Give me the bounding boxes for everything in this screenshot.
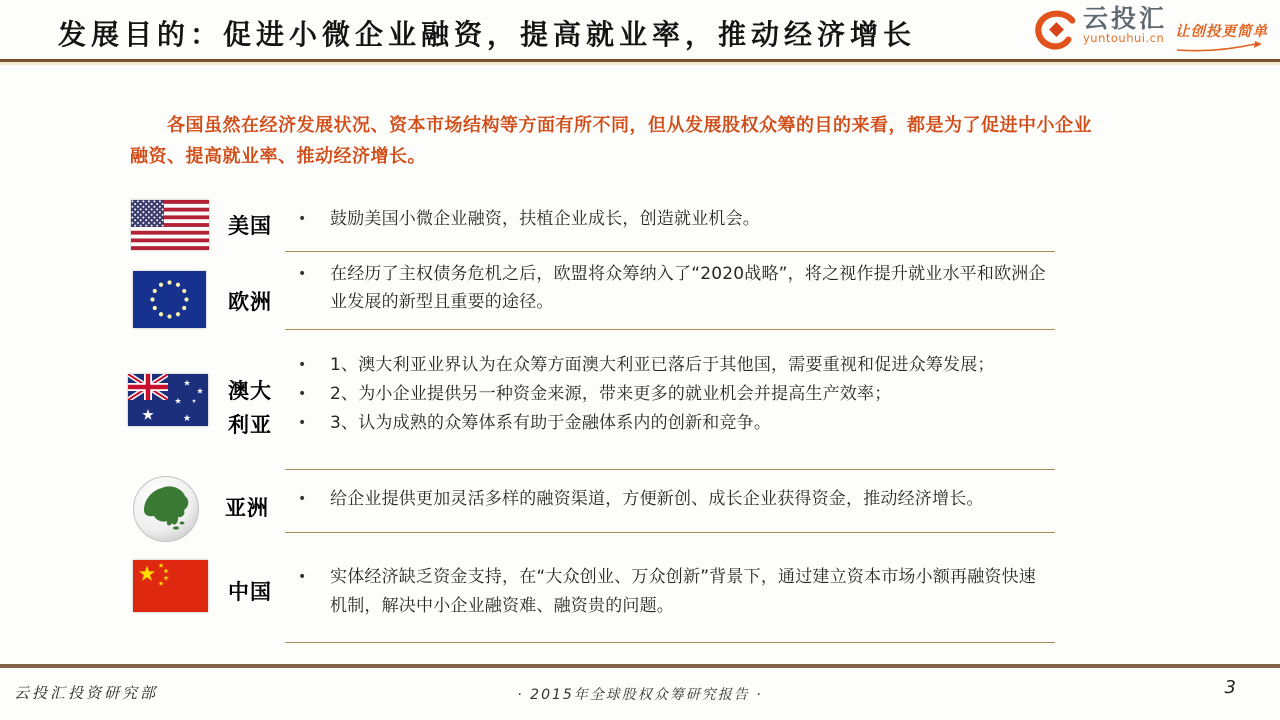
footer-divider: [0, 664, 1280, 668]
bullet-point: • 2、为小企业提供另一种资金来源，带来更多的就业机会并提高生产效率；: [295, 382, 1053, 406]
row-usa-points: [295, 206, 1053, 232]
footer-department: 云投汇投资研究部: [14, 684, 159, 702]
row-australia-points: [295, 353, 1053, 435]
bullet-point: • 1、澳大利亚业界认为在众筹方面澳大利亚已落后于其他国，需要重视和促进众筹发展；: [295, 353, 1053, 377]
tagline-arrow-icon: [1175, 41, 1263, 53]
asia-globe-icon: [132, 474, 200, 544]
bullet-point: • 实体经济缺乏资金支持，在“大众创业、万众创新”背景下，通过建立资本市场小额再融资快速机制，解决中小企业融资难、融资贵的问题。: [295, 563, 1053, 621]
row-asia-points: [295, 486, 1053, 512]
us-flag-icon: [131, 200, 209, 250]
bullet-point: • 在经历了主权债务危机之后，欧盟将众筹纳入了“2020战略”，将之视作提升就业水平和欧洲企业发展的新型且重要的途径。: [295, 261, 1053, 316]
row-separator: [285, 469, 1055, 470]
country-label-usa: 美国: [228, 214, 272, 238]
china-flag-icon: [133, 560, 208, 612]
page-title: 发展目的：促进小微企业融资，提高就业率，推动经济增长: [58, 18, 917, 51]
footer-report-title: · 2015年全球股权众筹研究报告 ·: [517, 687, 763, 703]
row-europe-points: [295, 261, 1053, 316]
bullet-point: • 鼓励美国小微企业融资，扶植企业成长，创造就业机会。: [295, 206, 1053, 232]
bullet-point: • 3、认为成熟的众筹体系有助于金融体系内的创新和竞争。: [295, 411, 1053, 435]
intro-paragraph: 各国虽然在经济发展状况、资本市场结构等方面有所不同，但从发展股权众筹的目的来看，都是为了促进中小企业融资、提高就业率、推动经济增长。: [130, 115, 1092, 167]
country-label-australia: 澳大利亚: [228, 379, 272, 437]
country-label-europe: 欧洲: [228, 290, 272, 314]
country-label-china: 中国: [228, 580, 272, 604]
row-separator: [285, 642, 1055, 643]
logo-swirl-icon: [1033, 10, 1079, 52]
brand-domain: yuntouhui.cn: [1082, 31, 1165, 45]
row-separator: [285, 251, 1055, 252]
row-separator: [285, 329, 1055, 330]
row-china-points: [295, 563, 1053, 621]
australia-flag-icon: [128, 374, 208, 426]
brand-tagline: 让创投更简单: [1175, 24, 1268, 40]
row-separator: [285, 532, 1055, 533]
eu-flag-icon: [133, 271, 206, 328]
page-number: 3: [1224, 677, 1236, 698]
header-divider-light: [0, 62, 1280, 65]
bullet-point: • 给企业提供更加灵活多样的融资渠道，方便新创、成长企业获得资金，推动经济增长。: [295, 486, 1053, 512]
brand-name: 云投汇: [1082, 4, 1167, 33]
country-label-asia: 亚洲: [225, 496, 269, 520]
brand-logo: [1033, 6, 1268, 53]
